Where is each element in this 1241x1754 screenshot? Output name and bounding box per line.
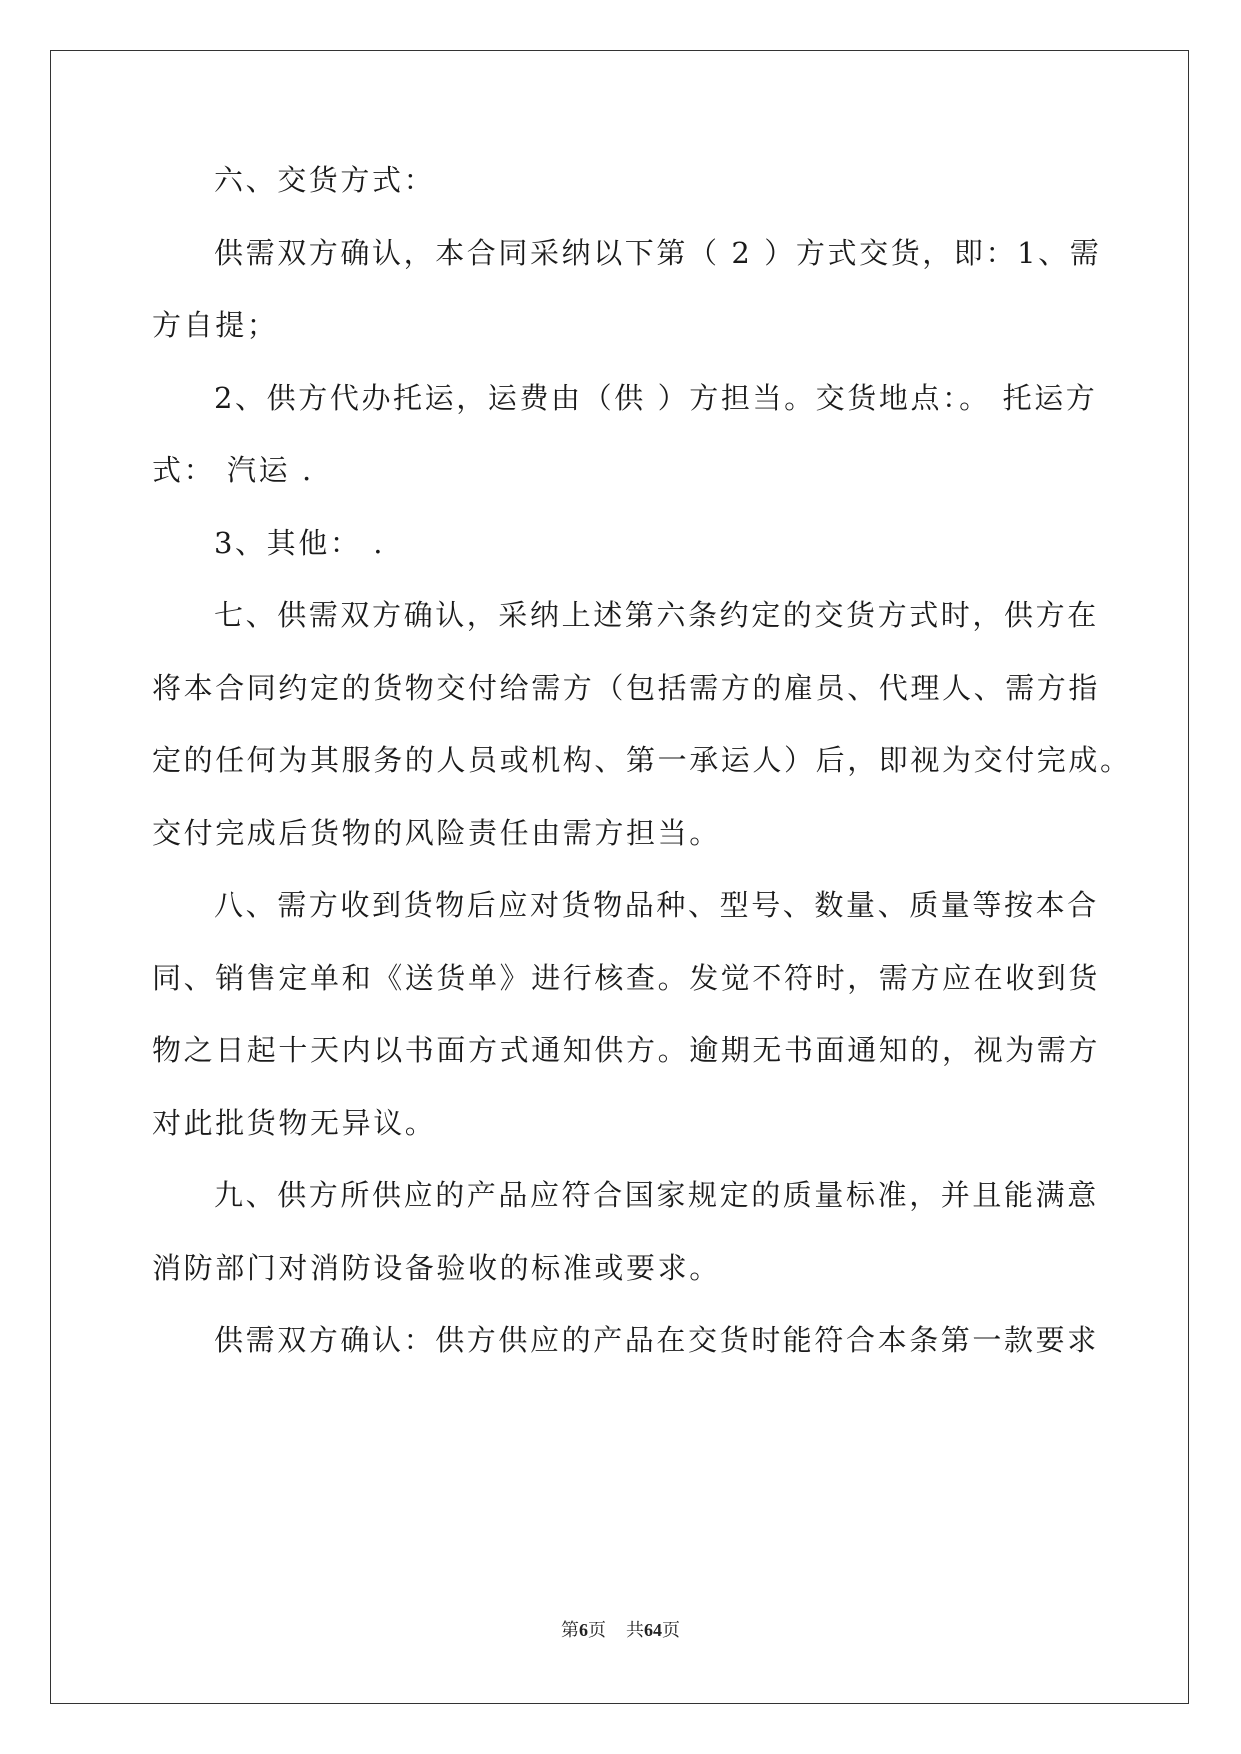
text-line: 定的任何为其服务的人员或机构、第一承运人）后，即视为交付完成。: [152, 743, 1132, 777]
text-line: 物之日起十天内以书面方式通知供方。逾期无书面通知的，视为需方: [152, 1033, 1101, 1067]
text-line: 对此批货物无异议。: [152, 1106, 437, 1140]
text-line: 2、供方代办托运，运费由（供 ）方担当。交货地点：。 托运方: [214, 381, 1098, 415]
text-line: 消防部门对消防设备验收的标准或要求。: [152, 1251, 721, 1285]
text-line: 供需双方确认，本合同采纳以下第（ 2 ）方式交货，即：1、需: [214, 236, 1102, 270]
page-prefix: 第: [561, 1620, 579, 1641]
page-suffix: 页: [588, 1620, 606, 1641]
page-border: [50, 50, 1189, 1704]
page-number: 6: [579, 1620, 588, 1640]
text-line: 九、供方所供应的产品应符合国家规定的质量标准，并且能满意: [214, 1178, 1099, 1212]
text-line: 供需双方确认：供方供应的产品在交货时能符合本条第一款要求: [214, 1323, 1099, 1357]
text-line: 六、交货方式：: [214, 163, 436, 197]
text-line: 同、销售定单和《送货单》进行核查。发觉不符时，需方应在收到货: [152, 961, 1101, 995]
text-line: 七、供需双方确认，采纳上述第六条约定的交货方式时，供方在: [214, 598, 1099, 632]
text-line: 3、其他： .: [214, 526, 386, 560]
text-line: 八、需方收到货物后应对货物品种、型号、数量、质量等按本合: [214, 888, 1099, 922]
text-line: 方自提；: [152, 308, 279, 342]
text-line: 交付完成后货物的风险责任由需方担当。: [152, 816, 721, 850]
page-footer: [0, 1618, 1241, 1643]
text-line: 式： 汽运 .: [152, 453, 314, 487]
total-prefix: 共: [626, 1620, 644, 1641]
total-suffix: 页: [662, 1620, 680, 1641]
total-pages: 64: [644, 1620, 662, 1640]
text-line: 将本合同约定的货物交付给需方（包括需方的雇员、代理人、需方指: [152, 671, 1101, 705]
